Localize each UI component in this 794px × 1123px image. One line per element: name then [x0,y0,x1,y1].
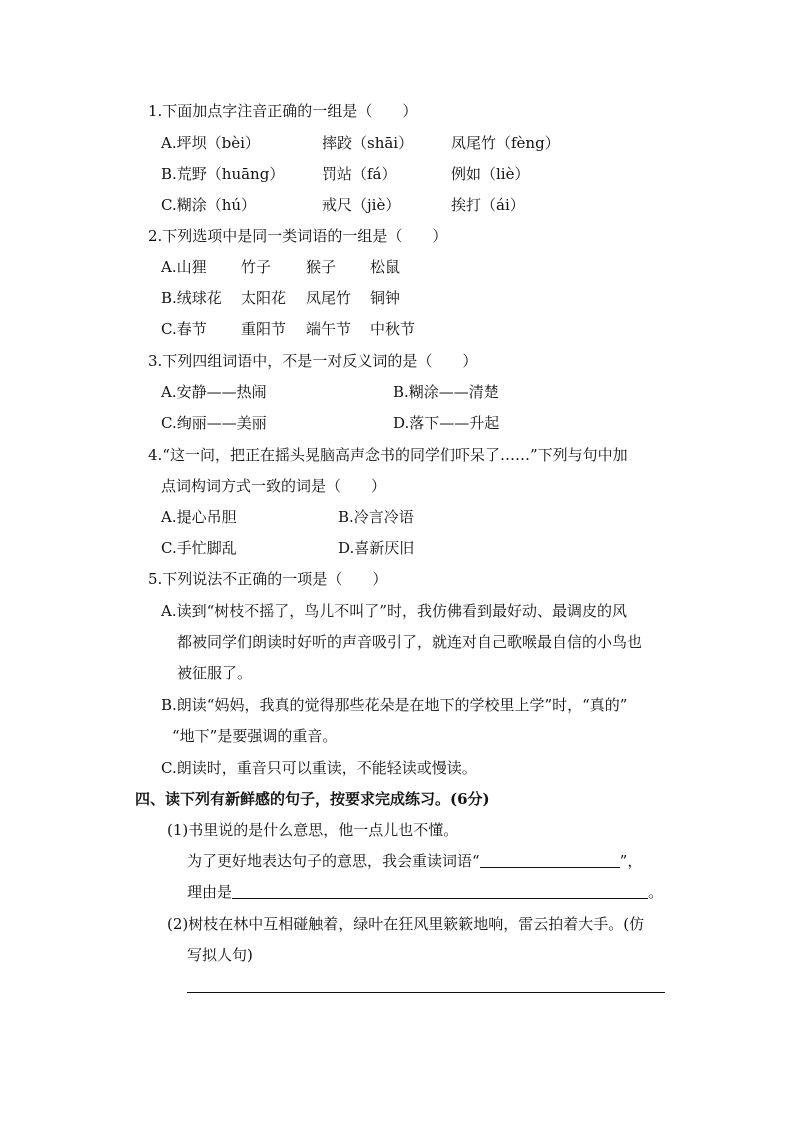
q2-option-a4: 松鼠 [370,258,401,276]
section4-p2-line2: 写拟人句) [187,946,253,964]
section4-p1-line2-suffix: ”， [619,852,643,870]
section4-p1-line2-prefix: 为了更好地表达句子的意思，我会重读词语“ [187,852,480,870]
q2-option-b3: 凤尾竹 [306,289,352,307]
section4-p2-line1: (2)树枝在林中互相碰触着，绿叶在狂风里簌簌地响，雷云拍着大手。(仿 [167,915,645,933]
q2-option-a3: 猴子 [306,258,337,276]
q4-stem-line2: 点词构词方式一致的词是（ ） [161,477,387,495]
q5-option-a-line2: 都被同学们朗读时好听的声音吸引了，就连对自己歌喉最自信的小鸟也 [177,633,643,651]
q1-option-a2: 摔跤（shāi） [322,134,414,152]
section4-heading: 四、读下列有新鲜感的句子，按要求完成练习。(6分) [135,790,490,808]
section4-p1-line2 [187,851,642,871]
answer-blank-word[interactable] [480,851,620,868]
q2-option-c2: 重阳节 [241,320,287,338]
q2-option-b2: 太阳花 [241,289,287,307]
q1-option-a3: 凤尾竹（fèng） [451,134,560,152]
q3-option-b: B.糊涂——清楚 [393,383,499,401]
q3-option-d: D.落下——升起 [393,414,500,432]
q1-option-b1: B.荒野（huāng） [161,165,285,183]
section4-p1-line3 [187,882,663,902]
q1-option-a1: A.坪坝（bèi） [161,134,260,152]
q1-option-b2: 罚站（fá） [322,165,397,183]
q5-option-a-line3: 被征服了。 [177,664,253,682]
q2-option-c3: 端午节 [306,320,352,338]
q2-option-a2: 竹子 [241,258,272,276]
answer-line-imitation[interactable] [187,992,665,993]
q2-option-c1: C.春节 [161,320,207,338]
q3-stem: 3.下列四组词语中，不是一对反义词的是（ ） [148,352,478,370]
q2-option-b1: B.绒球花 [161,289,222,307]
q5-stem: 5.下列说法不正确的一项是（ ） [148,570,388,588]
section4-p1-line3-suffix: 。 [648,883,664,901]
q1-option-b3: 例如（liè） [451,165,530,183]
q2-option-c4: 中秋节 [370,320,416,338]
q3-option-a: A.安静——热闹 [161,383,267,401]
q4-option-d: D.喜新厌旧 [338,539,415,557]
q2-stem: 2.下列选项中是同一类词语的一组是（ ） [148,227,448,245]
q1-stem: 1.下面加点字注音正确的一组是（ ） [148,102,418,120]
q1-option-c1: C.糊涂（hú） [161,196,257,214]
q4-stem-line1: 4.“这一问，把正在摇头晃脑高声念书的同学们吓呆了……”下列与句中加 [148,446,628,464]
q4-option-b: B.冷言冷语 [338,508,414,526]
q5-option-b-line2: “地下”是要强调的重音。 [172,727,338,745]
q5-option-c: C.朗读时，重音只可以重读，不能轻读或慢读。 [161,759,477,777]
q2-option-a1: A.山狸 [161,258,207,276]
q1-option-c2: 戒尺（jiè） [322,196,401,214]
q5-option-b-line1: B.朗读“妈妈，我真的觉得那些花朵是在地下的学校里上学”时，“真的” [161,696,628,714]
section4-p1-sentence: (1)书里说的是什么意思，他一点儿也不懂。 [167,821,459,839]
q5-option-a-line1: A.读到“树枝不摇了，鸟儿不叫了”时，我仿佛看到最好动、最调皮的风 [161,602,627,620]
q4-option-c: C.手忙脚乱 [161,539,237,557]
q4-option-a: A.提心吊胆 [161,508,237,526]
answer-blank-reason[interactable] [232,882,648,899]
q2-option-b4: 铜钟 [370,289,401,307]
q1-option-c3: 挨打（ái） [451,196,525,214]
q3-option-c: C.绚丽——美丽 [161,414,267,432]
section4-p1-line3-prefix: 理由是 [187,883,233,901]
